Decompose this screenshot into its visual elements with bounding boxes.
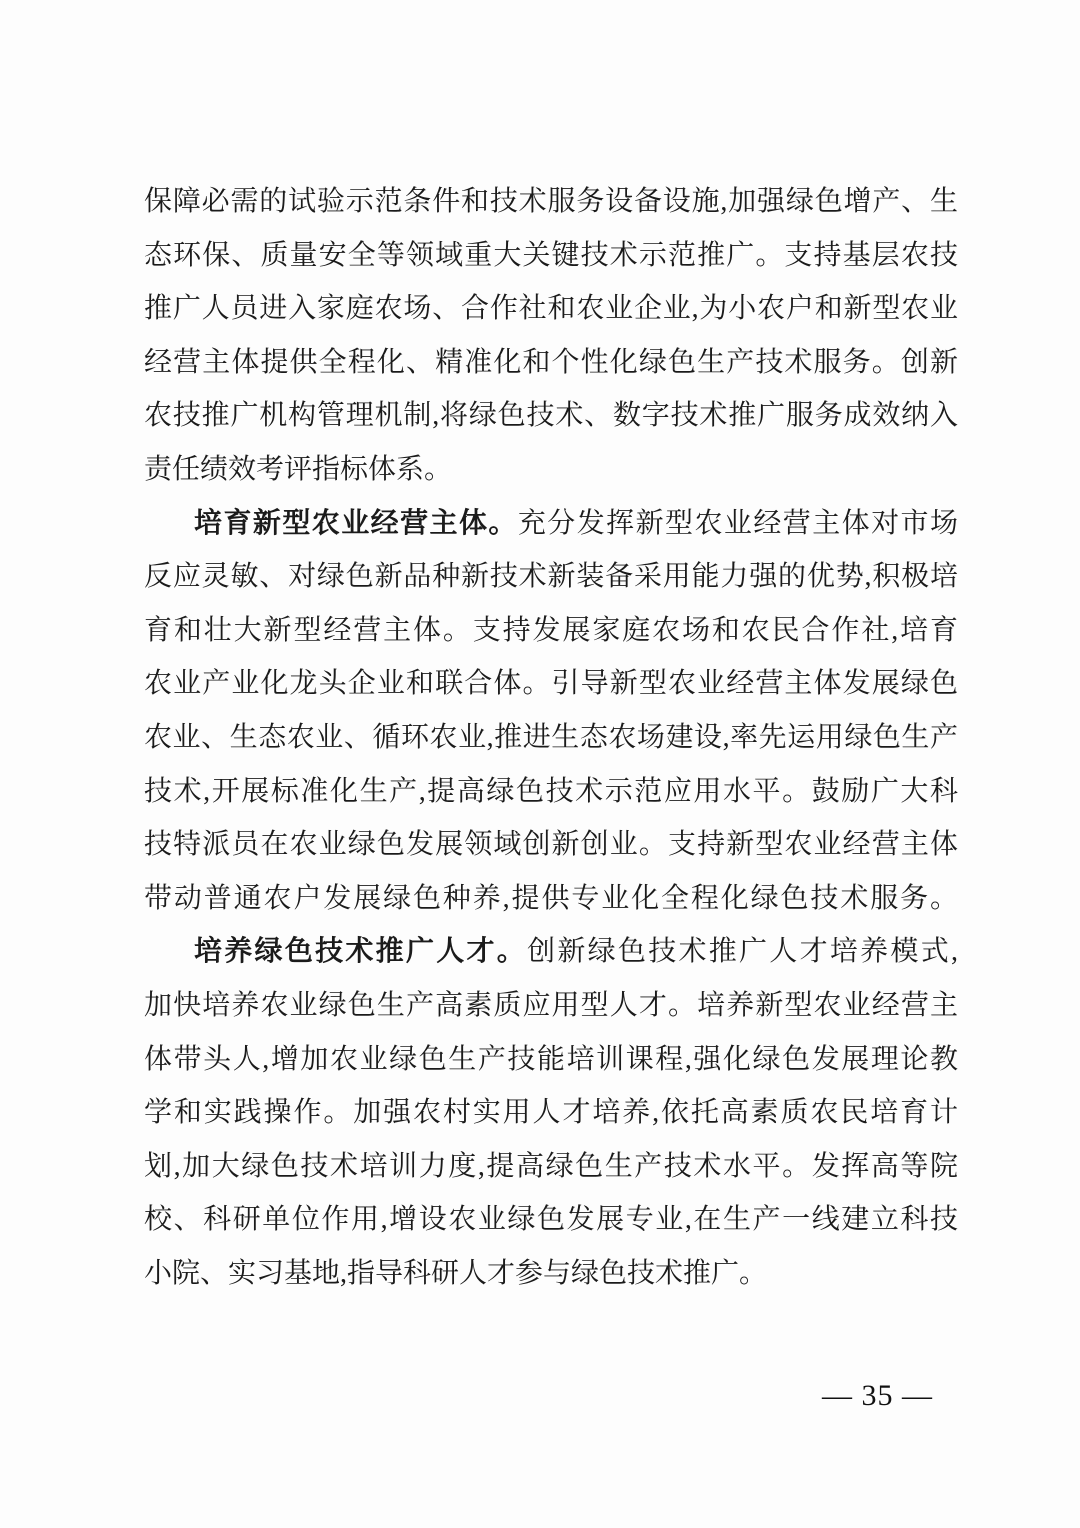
paragraph-3-line-1: 培养绿色技术推广人才。创新绿色技术推广人才培养模式, bbox=[194, 936, 956, 968]
document-body bbox=[144, 175, 956, 1300]
paragraph-2-bold-lead: 培育新型农业经营主体。 bbox=[194, 507, 518, 539]
paragraph-3-line-2: 加快培养农业绿色生产高素质应用型人才。培养新型农业经营主 bbox=[144, 989, 956, 1021]
paragraph-3-line-5: 划,加大绿色技术培训力度,提高绿色生产技术水平。发挥高等院 bbox=[144, 1150, 956, 1182]
paragraph-2-line-5: 农业、生态农业、循环农业,推进生态农场建设,率先运用绿色生产 bbox=[144, 721, 956, 753]
paragraph-2-line-8: 带动普通农户发展绿色种养,提供专业化全程化绿色技术服务。 bbox=[144, 882, 956, 914]
page-footer bbox=[0, 1374, 1080, 1418]
page-number: — 35 — bbox=[822, 1379, 933, 1412]
paragraph-2-line-2: 反应灵敏、对绿色新品种新技术新装备采用能力强的优势,积极培 bbox=[144, 561, 956, 593]
paragraph-3-line-4: 学和实践操作。加强农村实用人才培养,依托高素质农民培育计 bbox=[144, 1097, 956, 1129]
paragraph-1-line-2: 态环保、质量安全等领域重大关键技术示范推广。支持基层农技 bbox=[144, 239, 956, 271]
paragraph-1-line-5: 农技推广机构管理机制,将绿色技术、数字技术推广服务成效纳入 bbox=[144, 400, 956, 432]
paragraph-2-line-6: 技术,开展标准化生产,提高绿色技术示范应用水平。鼓励广大科 bbox=[144, 775, 956, 807]
paragraph-1-line-3: 推广人员进入家庭农场、合作社和农业企业,为小农户和新型农业 bbox=[144, 293, 956, 325]
paragraph-3-line-3: 体带头人,增加农业绿色生产技能培训课程,强化绿色发展理论教 bbox=[144, 1043, 956, 1075]
paragraph-2-line-1: 培育新型农业经营主体。充分发挥新型农业经营主体对市场 bbox=[194, 507, 956, 539]
paragraph-2-line-3: 育和壮大新型经营主体。支持发展家庭农场和农民合作社,培育 bbox=[144, 614, 956, 646]
paragraph-1-line-1: 保障必需的试验示范条件和技术服务设备设施,加强绿色增产、生 bbox=[144, 186, 956, 217]
paragraph-2-line-7: 技特派员在农业绿色发展领域创新创业。支持新型农业经营主体 bbox=[144, 829, 956, 861]
paragraph-1-line-6: 责任绩效考评指标体系。 bbox=[144, 453, 453, 485]
paragraph-3-line-6: 校、科研单位作用,增设农业绿色发展专业,在生产一线建立科技 bbox=[144, 1204, 956, 1236]
paragraph-2-line-4: 农业产业化龙头企业和联合体。引导新型农业经营主体发展绿色 bbox=[144, 668, 956, 700]
paragraph-3-line-7: 小院、实习基地,指导科研人才参与绿色技术推广。 bbox=[144, 1257, 768, 1289]
paragraph-3-bold-lead: 培养绿色技术推广人才。 bbox=[194, 936, 528, 968]
paragraph-1-line-4: 经营主体提供全程化、精准化和个性化绿色生产技术服务。创新 bbox=[144, 346, 956, 378]
